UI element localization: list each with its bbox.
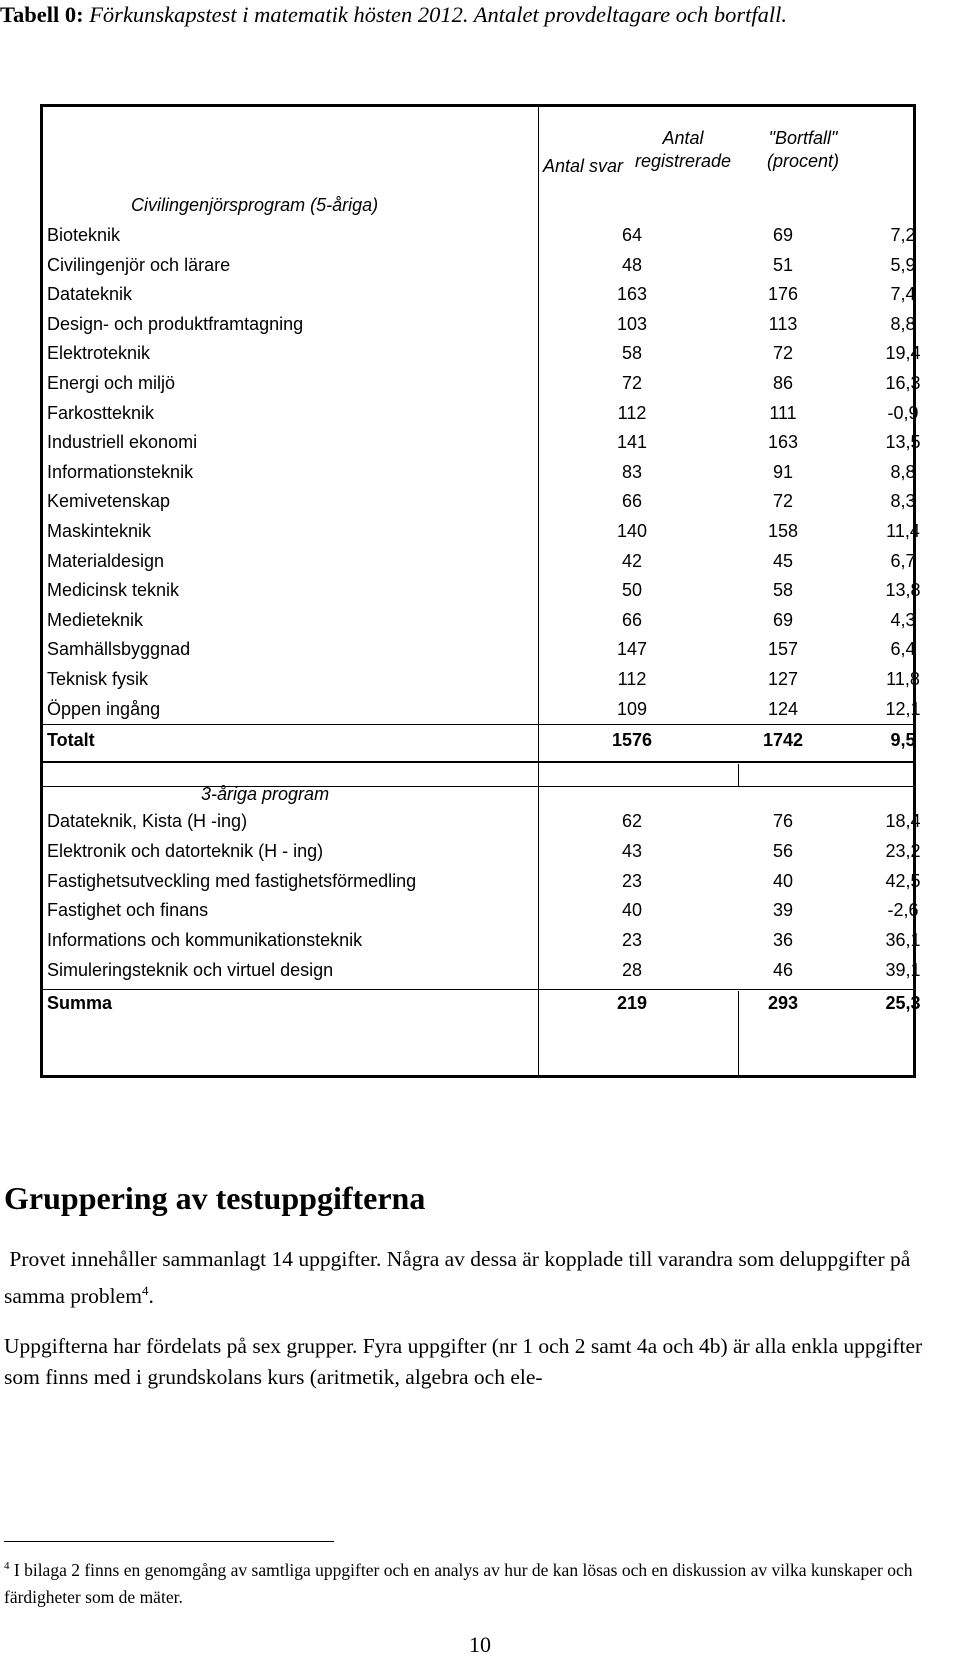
row-label: Materialdesign — [47, 550, 165, 571]
row-bortfall: 9,5 — [890, 730, 916, 750]
footnote-separator — [4, 1541, 334, 1542]
row-antal-svar: 42 — [621, 550, 643, 571]
row-antal-registrerade: 56 — [772, 840, 794, 861]
row-antal-registrerade: 176 — [767, 284, 799, 305]
row-bortfall: 7,4 — [890, 284, 916, 305]
row-antal-registrerade: 40 — [772, 870, 794, 891]
row-bortfall: 8,3 — [890, 491, 916, 512]
enrollment-table — [40, 104, 921, 1078]
row-label: Maskinteknik — [47, 521, 152, 541]
row-antal-svar: 72 — [621, 373, 643, 393]
row-antal-svar: 147 — [616, 639, 648, 660]
paragraph-2: Uppgifterna har fördelats på sex grupper. Fyra uppgifter (nr 1 och 2 samt 4a och 4b) är alla enkla uppgifter som finns med i grundskolans kurs (aritmetik, algebra och ele- — [4, 1334, 923, 1389]
row-antal-registrerade: 51 — [772, 254, 794, 275]
row-label: Kemivetenskap — [47, 491, 171, 512]
row-bortfall: 5,9 — [890, 254, 916, 275]
row-antal-svar: 1576 — [611, 730, 653, 750]
row-antal-registrerade: 86 — [772, 373, 794, 393]
row-antal-registrerade: 293 — [767, 993, 799, 1013]
row-label: Elektronik och datorteknik (H - ing) — [47, 840, 324, 861]
row-antal-svar: 83 — [621, 461, 643, 482]
row-antal-svar: 109 — [616, 698, 648, 719]
row-bortfall: 11,8 — [886, 669, 920, 689]
row-antal-registrerade: 72 — [772, 491, 794, 512]
row-bortfall: 23,2 — [885, 840, 921, 861]
page-number: 10 — [469, 1632, 491, 1657]
row-antal-registrerade: 113 — [768, 313, 798, 334]
row-label: Summa — [47, 993, 113, 1013]
section-title-5ariga: Civilingenjörsprogram (5-åriga) — [131, 195, 379, 215]
row-bortfall: 7,2 — [890, 225, 916, 245]
row-label: Bioteknik — [47, 225, 121, 245]
row-antal-registrerade: 127 — [767, 669, 799, 689]
row-label: Design- och produktframtagning — [47, 313, 304, 334]
row-bortfall: 13,8 — [885, 580, 921, 601]
row-label: Datateknik — [47, 284, 133, 305]
row-antal-registrerade: 1742 — [762, 730, 804, 750]
row-antal-svar: 112 — [617, 402, 647, 423]
row-label: Energi och miljö — [47, 373, 176, 393]
row-antal-svar: 40 — [621, 900, 643, 921]
row-label: Teknisk fysik — [47, 669, 149, 689]
row-antal-registrerade: 124 — [767, 698, 799, 719]
row-bortfall: 12,1 — [885, 698, 921, 719]
rule-spacer-bottom — [43, 786, 913, 787]
rule-above-summa — [43, 989, 913, 990]
section-title-3ariga: 3-åriga program — [201, 784, 330, 804]
row-bortfall: 39,1 — [885, 960, 921, 980]
row-antal-svar: 66 — [621, 609, 643, 630]
row-antal-svar: 103 — [616, 313, 648, 334]
rule-below-total — [43, 761, 913, 763]
row-label: Civilingenjör och lärare — [47, 254, 231, 275]
row-bortfall: 6,7 — [890, 550, 916, 571]
caption-text: Förkunskapstest i matematik hösten 2012. Antalet provdeltagare och bortfall. — [89, 2, 788, 27]
row-antal-svar: 48 — [621, 254, 643, 275]
row-label: Informations och kommunikationsteknik — [47, 930, 363, 951]
row-label: Medicinsk teknik — [47, 580, 180, 601]
row-bortfall: -0,9 — [887, 402, 919, 423]
paragraph-1: Provet innehåller sammanlagt 14 uppgifter. Några av dessa är kopplade till varandra som deluppgifter på samma problem$^4$. — [4, 1247, 911, 1309]
footnote-mark: 4 — [4, 1560, 10, 1572]
row-antal-registrerade: 157 — [767, 639, 799, 660]
row-antal-svar: 43 — [621, 840, 643, 861]
row-antal-svar: 112 — [617, 669, 647, 689]
col-divider-2 — [738, 764, 739, 786]
table-caption — [0, 0, 940, 30]
row-bortfall: 16,3 — [885, 373, 921, 393]
row-antal-registrerade: 45 — [772, 550, 794, 571]
row-antal-svar: 66 — [621, 491, 643, 512]
header-bortfall: "Bortfall" (procent) — [766, 128, 840, 171]
row-bortfall: 19,4 — [885, 343, 921, 364]
row-antal-registrerade: 58 — [772, 580, 794, 601]
row-antal-registrerade: 72 — [772, 343, 794, 364]
footnote: $^4$ I bilaga 2 finns en genomgång av samtliga uppgifter och en analys av hur de kan lösas och en diskussion av vilka kunskaper och färdigheter som de mäter. — [4, 1559, 913, 1607]
row-antal-registrerade: 69 — [772, 225, 794, 245]
row-antal-svar: 219 — [616, 993, 648, 1013]
row-antal-svar: 23 — [621, 930, 643, 951]
row-bortfall: -2,6 — [887, 900, 919, 921]
row-antal-registrerade: 76 — [772, 811, 794, 831]
row-antal-registrerade: 163 — [767, 432, 799, 453]
row-label: Simuleringsteknik och virtuel design — [47, 960, 334, 980]
row-label: Datateknik, Kista (H -ing) — [47, 811, 248, 831]
row-label: Farkostteknik — [47, 402, 155, 423]
row-label: Industriell ekonomi — [47, 432, 198, 453]
row-antal-svar: 23 — [621, 870, 643, 891]
row-label: Medieteknik — [47, 609, 144, 630]
row-antal-svar: 64 — [621, 225, 643, 245]
row-antal-registrerade: 111 — [769, 402, 797, 423]
row-antal-registrerade: 69 — [772, 609, 794, 630]
row-antal-registrerade: 158 — [767, 521, 799, 541]
row-label: Informationsteknik — [47, 461, 194, 482]
row-bortfall: 25,3 — [885, 993, 921, 1013]
row-antal-svar: 140 — [616, 521, 648, 541]
row-antal-svar: 141 — [616, 432, 648, 453]
row-label: Samhällsbyggnad — [47, 639, 191, 660]
row-label: Öppen ingång — [47, 698, 161, 719]
row-antal-svar: 50 — [621, 580, 643, 601]
row-bortfall: 4,3 — [890, 609, 916, 630]
row-antal-registrerade: 39 — [772, 900, 794, 921]
row-label: Fastighetsutveckling med fastighetsförmedling — [47, 870, 417, 891]
row-bortfall: 18,4 — [885, 811, 921, 831]
row-antal-registrerade: 46 — [772, 960, 794, 980]
row-bortfall: 13,5 — [885, 432, 921, 453]
row-antal-svar: 58 — [621, 343, 643, 364]
footnote-ref: 4 — [141, 1283, 149, 1298]
header-antal-registrerade: Antal registrerade — [634, 128, 732, 171]
row-label: Elektroteknik — [47, 343, 151, 364]
rule-above-total — [43, 724, 913, 725]
row-bortfall: 36,1 — [885, 930, 921, 951]
row-antal-registrerade: 91 — [772, 461, 794, 482]
row-bortfall: 6,4 — [890, 639, 916, 660]
section-heading: Gruppering av testuppgifterna — [4, 1180, 426, 1216]
row-antal-svar: 163 — [616, 284, 648, 305]
row-label: Totalt — [47, 730, 95, 750]
row-bortfall: 11,4 — [886, 521, 920, 541]
caption-label: Tabell 0: — [0, 2, 84, 27]
col-divider-1 — [538, 107, 539, 1075]
row-bortfall: 8,8 — [890, 313, 916, 334]
row-antal-registrerade: 36 — [772, 930, 794, 951]
row-antal-svar: 28 — [621, 960, 643, 980]
row-bortfall: 42,5 — [885, 870, 921, 891]
header-antal-svar: Antal svar — [542, 156, 624, 176]
row-bortfall: 8,8 — [890, 461, 916, 482]
row-antal-svar: 62 — [621, 811, 643, 831]
row-label: Fastighet och finans — [47, 900, 209, 921]
